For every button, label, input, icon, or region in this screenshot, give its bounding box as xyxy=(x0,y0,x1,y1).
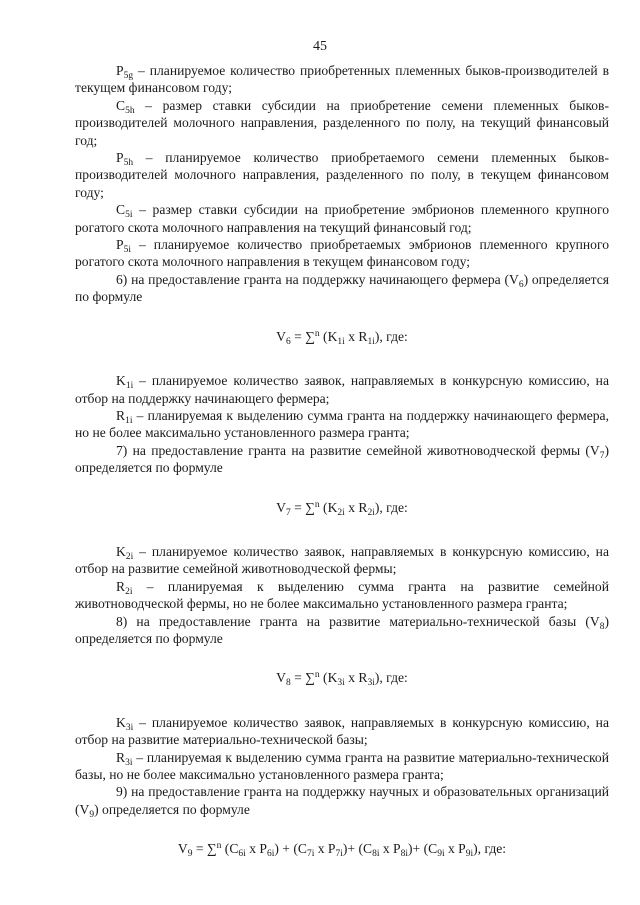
paragraph: $K_{2i}$ – планируемое количество заявок, направляемых в конкурсную комиссию, на отбор на развитие семейной животноводческой фермы; xyxy=(75,543,609,577)
spacer xyxy=(75,306,609,328)
paragraph: $K_{3i}$ – планируемое количество заявок, направляемых в конкурсную комиссию, на отбор на развитие материально-технической базы; xyxy=(75,714,609,748)
formula: $V_8 = \sum^n$ ($K_{3i}$ x $R_{3i}$), где: xyxy=(276,670,408,689)
spacer xyxy=(75,516,609,543)
paragraph: $R_{2i}$ – планируемая к выделению сумма гранта на развитие семейной животноводческой фермы, но не более максимально установленного размера гранта; xyxy=(75,578,609,612)
paragraph: $K_{1i}$ – планируемое количество заявок, направляемых в конкурсную комиссию, на отбор на поддержку начинающего фермера; xyxy=(75,373,609,406)
paragraph: $P_{5i}$ – планируемое количество приобретаемых эмбрионов племенного крупного рогатого скота молочного направления в текущем финансовом году; xyxy=(75,237,609,270)
paragraph: $C_{5i}$ – размер ставки субсидии на приобретение эмбрионов племенного крупного рогатого скота молочного направления на текущий финансовый год; xyxy=(75,202,609,235)
spacer xyxy=(75,818,609,840)
document-body xyxy=(75,62,609,858)
paragraph: 7) на предоставление гранта на развитие семейной животноводческой фермы $(V_7)$ определяется по формуле xyxy=(75,442,609,476)
paragraph: $R_{1i}$ – планируемая к выделению сумма гранта на поддержку начинающего фермера, но не более максимально установленного размера гранта; xyxy=(75,407,609,441)
paragraph: $P_{5g}$ – планируемое количество приобретенных племенных быков-производителей в текущем финансовом году; xyxy=(75,63,609,96)
page-number: 45 xyxy=(313,39,327,54)
formula: $V_7 = \sum^n$ ($K_{2i}$ x $R_{2i}$), где: xyxy=(276,499,408,518)
formula: $V_9 = \sum^n$ ($C_{6i}$ x $P_{6i}) + (C_{7i}$ x $P_{7i})+ (C_{8i}$ x $P_{8i})+ (C_{9i}$ x $P_{9i}$), где: xyxy=(177,841,507,860)
formula: $V_6 = \sum^n$ ($K_{1i}$ x $R_{1i}$), где: xyxy=(276,328,408,347)
paragraph: $P_{5h}$ – планируемое количество приобретаемого семени племенных быков-производителей молочного направления, разделенного по полу, в текущем финансовом году; xyxy=(75,150,609,200)
spacer xyxy=(75,647,609,669)
paragraph: $R_{3i}$ – планируемая к выделению сумма гранта на развитие материально-технической базы, но не более максимально установленного размера гранта; xyxy=(75,749,609,782)
paragraph: $C_{5h}$ – размер ставки субсидии на приобретение семени племенных быков-производителей молочного направления, разделенного по полу, на текущий финансовый год; xyxy=(75,97,609,148)
paragraph: 6) на предоставление гранта на поддержку начинающего фермера $(V_6)$ определяется по формуле xyxy=(75,271,609,305)
spacer xyxy=(75,477,609,499)
spacer xyxy=(75,345,609,372)
spacer xyxy=(75,687,609,714)
paragraph: 8) на предоставление гранта на развитие материально-технической базы $(V_8)$ определяется по формуле xyxy=(75,613,609,646)
paragraph: 9) на предоставление гранта на поддержку научных и образовательных организаций $(V_9)$ определяется по формуле xyxy=(75,784,609,820)
